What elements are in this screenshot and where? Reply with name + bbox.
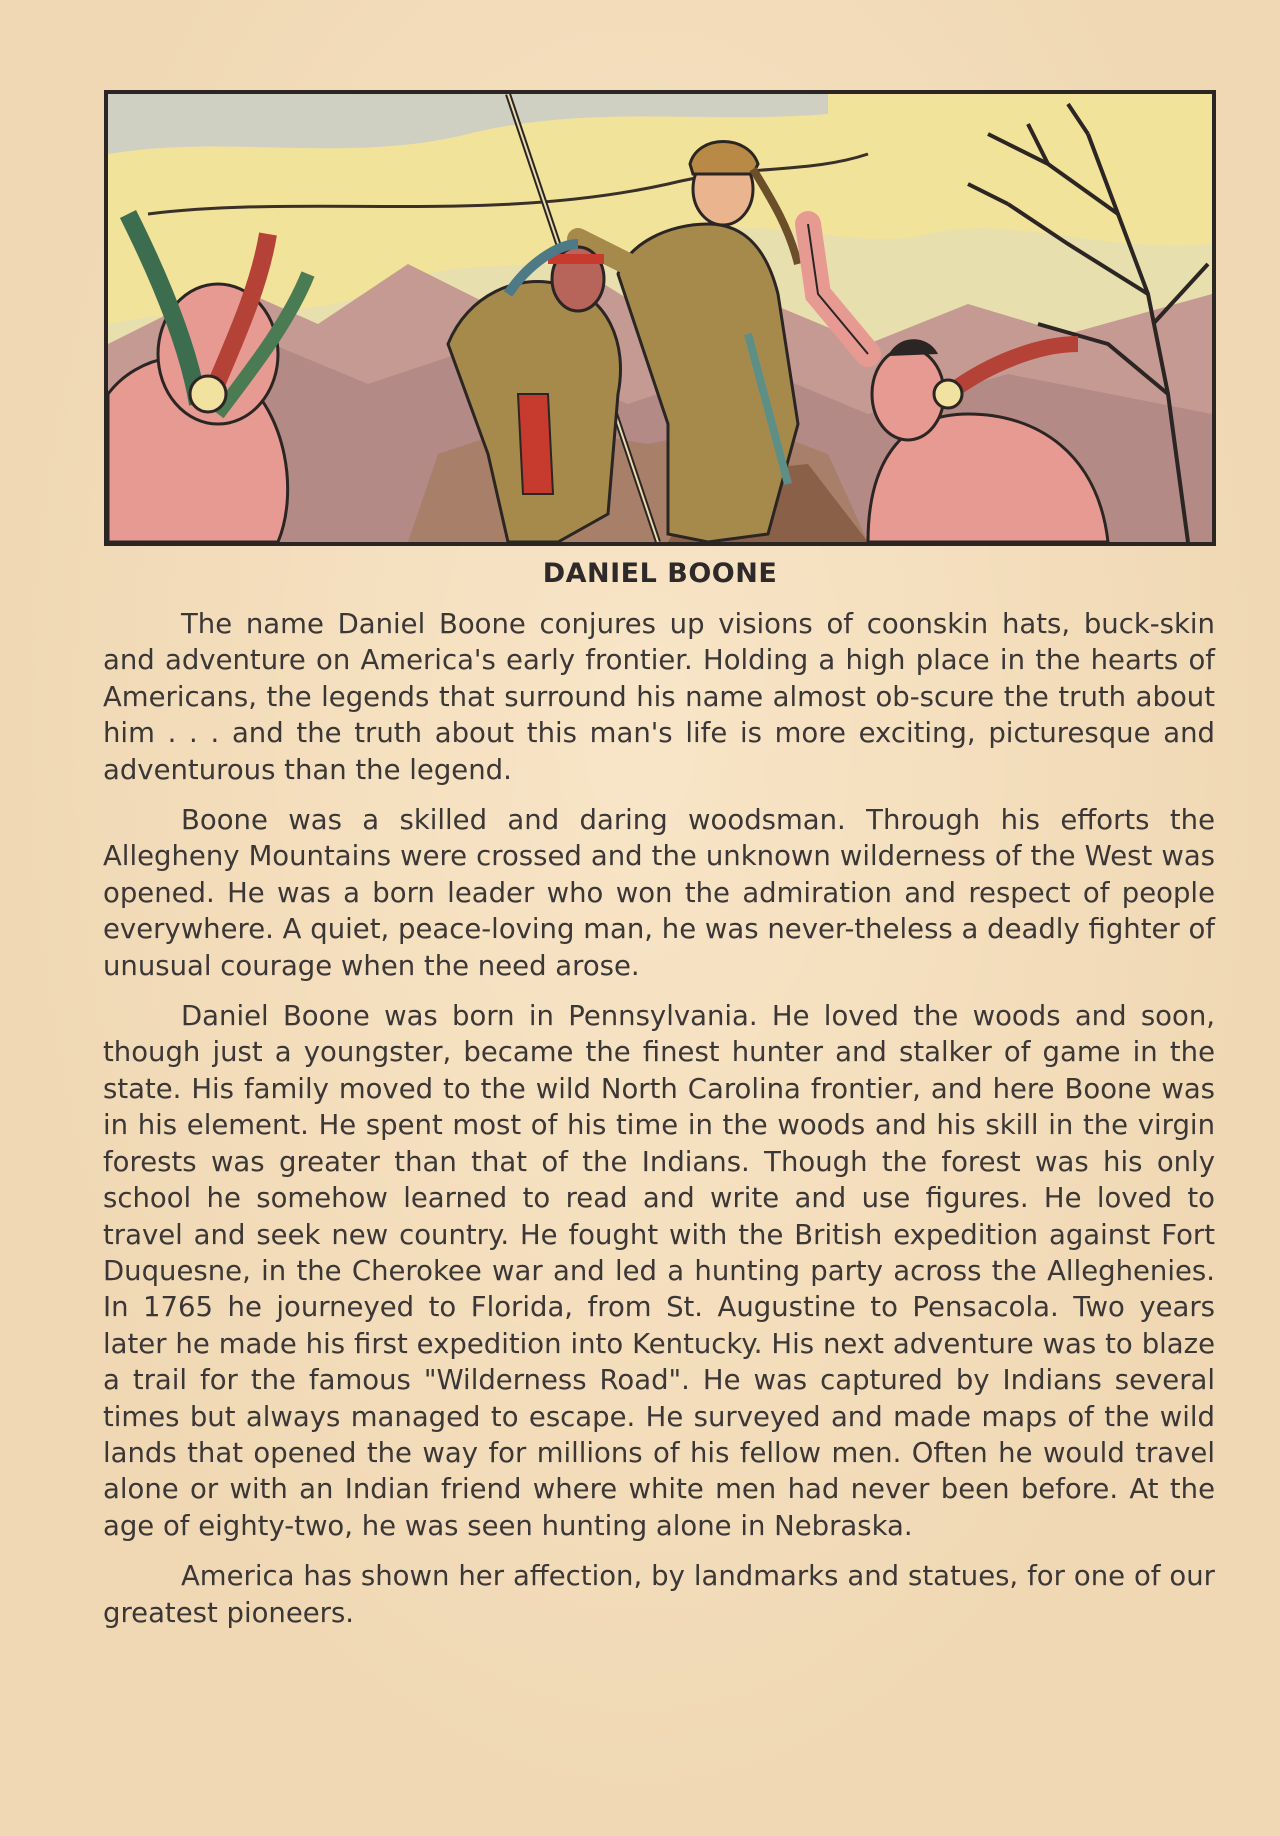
breechcloth bbox=[518, 394, 553, 494]
boone-illustration bbox=[108, 94, 1212, 542]
feather-ornament bbox=[190, 376, 226, 412]
paragraph-4: America has shown her affection, by landmarks and statues, for one of our greatest pioneers. bbox=[103, 1560, 1215, 1629]
paragraph-3: Daniel Boone was born in Pennsylvania. He loved the woods and soon, though just a youngster, became the finest hunter and stalker of game in the state. His family moved to the wild North Carolina frontier, and here Boone was in his element. He spent most of his time in the woods and his skill in the virgin forests was greater than that of the Indians. Though the forest was his only school he somehow learned to read and write and use figures. He loved to travel and seek new country. He fought with the British expedition against Fort Duquesne, in the Cherokee war and led a hunting party across the Alleghenies. In 1765 he journeyed to Florida, from St. Augustine to Pensacola. Two years later he made his first expedition into Kentucky. His next adventure was to blaze a trail for the famous "Wilderness Road". He was captured by Indians several times but always managed to escape. He surveyed and made maps of the wild lands that opened the way for millions of his fellow men. Often he would travel alone or with an Indian friend where white men had never been before. At the age of eighty-two, he was seen hunting alone in Nebraska. bbox=[103, 1000, 1215, 1542]
article-title: DANIEL BOONE bbox=[542, 558, 778, 589]
illustration-panel bbox=[104, 90, 1216, 546]
paragraph-1: The name Daniel Boone conjures up visions of coonskin hats, buck-skin and adventure on America's early frontier. Holding a high place in the hearts of Americans, the legends that surround his name almost ob-scure the truth about him . . . and the truth about this man's life is more exciting, picturesque and adventurous than the legend. bbox=[103, 608, 1215, 786]
article-body bbox=[103, 606, 1215, 1631]
paragraph-2: Boone was a skilled and daring woodsman. Through his efforts the Allegheny Mountains were crossed and the unknown wilderness of the West was opened. He was a born leader who won the admiration and respect of people everywhere. A quiet, peace-loving man, he was never-theless a deadly fighter of unusual courage when the need arose. bbox=[103, 804, 1215, 982]
headband bbox=[548, 254, 604, 264]
